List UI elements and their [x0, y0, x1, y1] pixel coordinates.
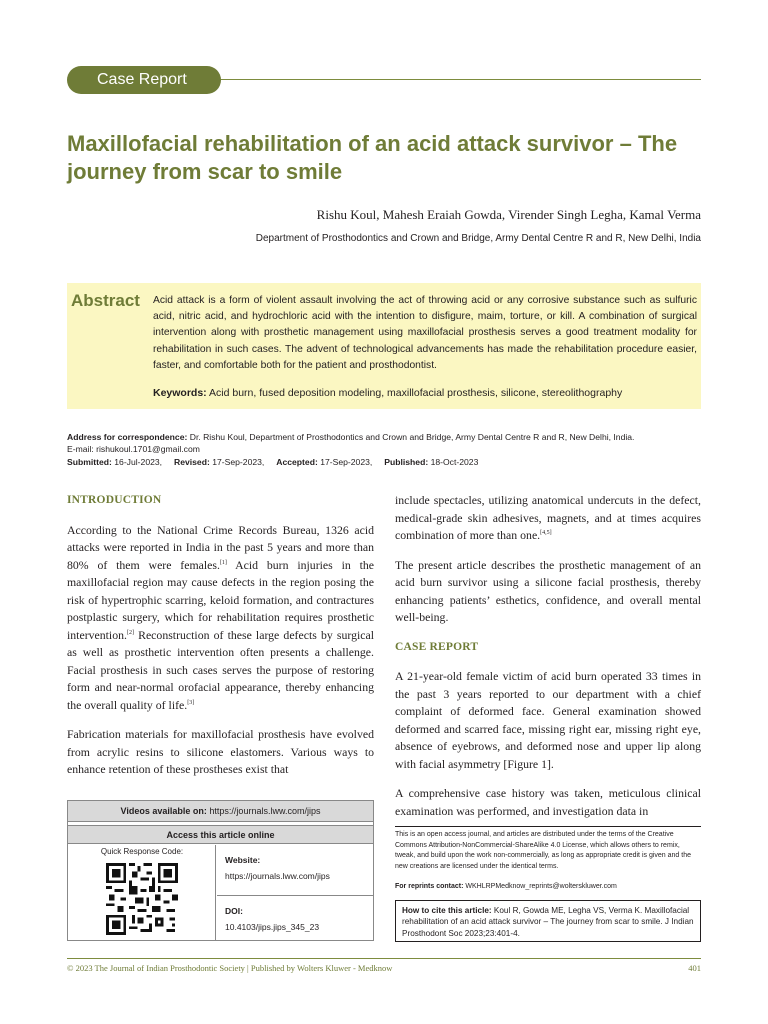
footer-rule — [67, 958, 701, 959]
page-number: 401 — [688, 963, 701, 973]
access-online-heading: Access this article online — [68, 825, 373, 844]
videos-row — [68, 801, 373, 822]
right-text-a: include spectacles, utilizing anatomical undercuts in the defect, medical-grade skin adhesives, magnets, and at times acquires combination of more than one. — [395, 493, 701, 542]
case-paragraph-1: A 21-year-old female victim of acid burn operated 33 times in the past 3 years reported to our department with a chief complaint of deformed face. General examination showed deformed and scarred face, missing right ear, missing right eye, absence of eyebrows, and deformed nose and upper lip along with facial asymmetry [Figure 1]. — [395, 669, 701, 771]
correspondence-address: Dr. Rishu Koul, Department of Prosthodontics and Crown and Bridge, Army Dental Centre R and R, New Delhi, India. — [189, 432, 635, 442]
website-label: Website: — [225, 855, 261, 865]
reprints-contact — [395, 883, 701, 890]
qr-code-icon[interactable] — [106, 863, 178, 935]
author-list: Rishu Koul, Mahesh Eraiah Gowda, Virender Singh Legha, Kamal Verma — [316, 207, 701, 222]
intro-text-b: Acid burn injuries in the maxillofacial region may cause defects in the region posing the risk of hypertrophic scarring, keloid formation, and contractures postplastic surgery, which for rehabilitation requires prosthetic intervention. — [67, 557, 374, 642]
submitted-label: Submitted: — [67, 456, 112, 467]
doi-link[interactable]: 10.4103/jips.jips_345_23 — [225, 922, 320, 932]
article-access-box — [67, 800, 374, 941]
citation-ref[interactable]: [2] — [126, 629, 134, 636]
correspondence-label: Address for correspondence: — [67, 432, 188, 442]
submitted-date: 16-Jul-2023, — [114, 456, 163, 467]
keywords — [153, 387, 697, 399]
article-title: Maxillofacial rehabilitation of an acid attack survivor – The journey from scar to smile — [67, 131, 678, 184]
cite-text: Koul R, Gowda ME, Legha VS, Verma K. Maxillofacial rehabilitation of an acid attack survivor – The journey from scar to smile. J Indian Prosthodont Soc 2023;23:401-4. — [402, 906, 694, 938]
published-date: 18-Oct-2023 — [430, 456, 479, 467]
case-paragraph-2: A comprehensive case history was taken, meticulous clinical examination was performed, and investigation data in — [395, 786, 701, 818]
footer-journal: © 2023 The Journal of Indian Prosthodontic Society | Published by Wolters Kluwer - Medknow — [67, 963, 393, 973]
reprints-email[interactable]: WKHLRPMedknow_reprints@wolterskluwer.com — [465, 883, 617, 890]
abstract-text: Acid attack is a form of violent assault involving the act of throwing acid or any corrosive substance such as sulfuric acid, nitric acid, and hydrochloric acid with the intention to disfigure, maim, torture, or kill. A combination of surgical intervention along with prosthetic management using maxillofacial prosthesis serves a good treatment modality for rehabilitation in such cases. The advent of technological advancements has made the rehabilitation procedure easier, faster, and comfortable both for the patient and prosthodontist. — [153, 295, 697, 371]
website-link[interactable]: https://journals.lww.com/jips — [225, 871, 330, 881]
body-column-left — [67, 492, 374, 791]
qr-section — [68, 845, 216, 940]
citation-box — [395, 900, 701, 942]
right-paragraph-2: The present article describes the prosthetic management of an acid burn survivor using a silicone facial prosthesis, thereby enhancing patients’ esthetics, confidence, and overall mental well-being. — [395, 557, 701, 624]
citation-ref[interactable]: [1] — [219, 559, 227, 566]
correspondence-email[interactable]: E-mail: rishukoul.1701@gmail.com — [67, 444, 200, 455]
article-type-banner: Case Report — [67, 66, 221, 94]
videos-label: Videos available on: — [120, 806, 207, 816]
article-dates — [67, 456, 707, 468]
keywords-label: Keywords: — [153, 387, 207, 399]
intro-text-c: Reconstruction of these large defects by surgical as well as prosthetic intervention often presents a challenge. Facial prosthesis in such cases serves the purpose of restoring form and near-normal orofacial appearance, thereby enhancing the overall quality of life. — [67, 627, 374, 712]
accepted-date: 17-Sep-2023, — [320, 456, 373, 467]
section-heading-case-report: CASE REPORT — [395, 640, 479, 653]
intro-paragraph-1 — [67, 522, 374, 715]
citation-ref[interactable]: [3] — [187, 699, 195, 706]
license-text: This is an open access journal, and articles are distributed under the terms of the Creative Commons Attribution-NonCommercial-ShareAlike 4.0 License, which allows others to remix, tweak, and build upon the work non-commercially, as long as appropriate credit is given and the new creations are licensed under the identical terms. — [395, 831, 691, 870]
section-heading-introduction: INTRODUCTION — [67, 494, 162, 506]
info-divider — [217, 895, 373, 896]
abstract-heading: Abstract — [71, 291, 140, 310]
intro-text-a: According to the National Crime Records Bureau, 1326 acid attacks were reported in India in the past 5 years and more than 80% of them were females. — [67, 522, 374, 572]
revised-label: Revised: — [174, 456, 210, 467]
license-rule — [395, 826, 701, 827]
affiliation: Department of Prosthodontics and Crown and Bridge, Army Dental Centre R and R, New Delhi, India — [255, 233, 701, 244]
article-links — [217, 845, 373, 940]
qr-label: Quick Response Code: — [100, 847, 184, 856]
right-paragraph-1 — [395, 492, 701, 545]
videos-link[interactable]: https://journals.lww.com/jips — [209, 806, 321, 816]
keywords-list: Acid burn, fused deposition modeling, maxillofacial prosthesis, silicone, stereolithography — [209, 387, 623, 399]
published-label: Published: — [384, 456, 429, 467]
banner-rule — [200, 79, 701, 80]
citation-ref[interactable]: [4,5] — [540, 530, 552, 537]
body-column-right — [395, 492, 701, 832]
correspondence-block — [67, 431, 707, 468]
abstract-box — [67, 283, 701, 409]
intro-paragraph-2: Fabrication materials for maxillofacial prosthesis have evolved from acrylic resins to silicone elastomers. Various ways to enhance retention of these prostheses exist that — [67, 727, 374, 776]
reprints-label: For reprints contact: — [395, 883, 464, 890]
doi-label: DOI: — [225, 906, 243, 916]
revised-date: 17-Sep-2023, — [212, 456, 265, 467]
accepted-label: Accepted: — [276, 456, 318, 467]
cite-label: How to cite this article: — [402, 906, 492, 915]
